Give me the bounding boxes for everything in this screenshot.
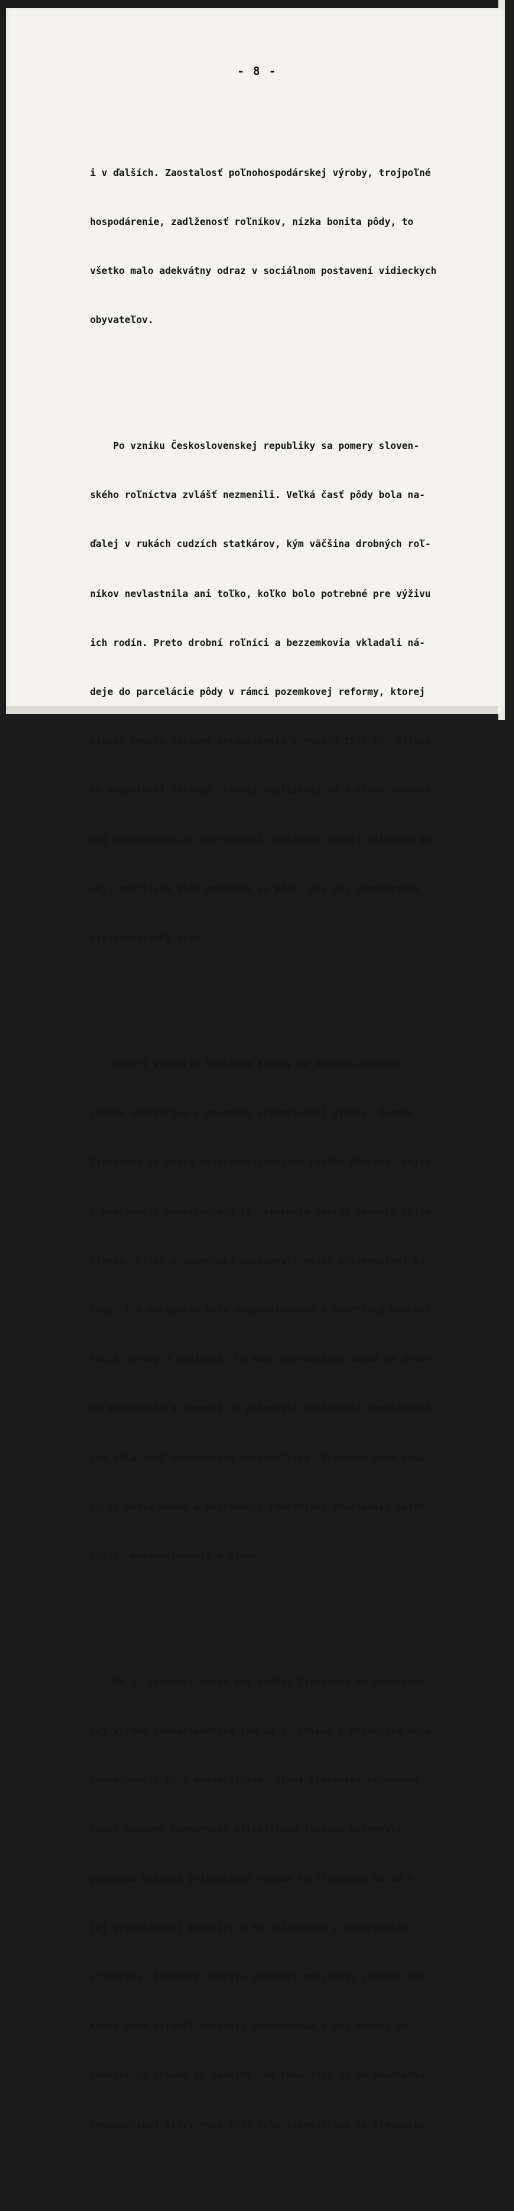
- text-line: rácia výroby a kapitálu, čo malo nepriaznivý dopad na drob-: [90, 1354, 431, 1366]
- paragraph: [90, 1642, 470, 2167]
- text-line: nej, neutíšila hlad roľníkov po pôde, ale ani nezmiernila: [90, 883, 420, 895]
- text-line: ani neuskutočnila, nepriniesli očakávané nádeje vkladané do: [90, 834, 431, 846]
- text-line: výroby. Krízy z nadvýroby narušovali vývoj priemyselnej vý-: [90, 1255, 431, 1267]
- text-line: roby. Ich dôsledkom bola nezamestnanosť a urýchlená koncent-: [90, 1304, 437, 1316]
- paragraph: [90, 406, 470, 980]
- text-line: zákony vydalo národné shromaždenie v rokoch 1919-20. Výsled-: [90, 736, 437, 748]
- body-text: [90, 100, 470, 2211]
- text-line: Slovenska sa stalo nejpriemyslovejšou časťou Uhorska, najmä: [90, 1157, 431, 1169]
- text-line: ky pozemkovej reformy, ktorej realizácia sa v plnom rozsahu: [90, 785, 431, 797]
- text-line: postupne klesala priemyslová výroba na Slovensku na 30 %: [90, 1873, 414, 1885]
- page-number: - 8 -: [237, 64, 277, 78]
- text-line: iba malá časť slovenského obyvateľstva. Pracovná doba bola: [90, 1452, 426, 1464]
- text-line: krízy, nezamestnanosť a bieda.: [90, 1550, 264, 1562]
- text-line: níkov nevlastnila ani toľko, koľko bolo potrebné pre výživu: [90, 588, 431, 600]
- paragraph: [90, 133, 470, 363]
- text-line: obyvateľov.: [90, 315, 154, 327]
- text-line: vej výrobe Československa iba 12 %, pričom v priemysle bolo: [90, 1725, 431, 1737]
- text-line: deje do parcelácie pôdy v rámci pozemkovej reformy, ktorej: [90, 687, 426, 699]
- text-line: Oproti vyspelým krajinám Európy sa Rakúsko-Uhorsko: [90, 1058, 402, 1070]
- text-line: ďalej v rukách cudzích statkárov, kým väčšina drobných roľ-: [90, 539, 431, 551]
- text-line: v posledných desaťročiach 19. storočia nastal rozmach tejto: [90, 1206, 431, 1218]
- text-line: hospodárenie, zadlženosť roľníkov, nízka bonita pôdy, to: [90, 216, 414, 228]
- text-line: vysťahovalecký prúd.: [90, 933, 206, 945]
- text-line: i v ďalších. Zaostalosť poľnohospodárskej výroby, trojpoľné: [90, 167, 431, 179]
- text-line: hospodárskej krízy roku 1934 bolo robotníctvo na Slovensku: [90, 2119, 426, 2131]
- text-line: Po 1. svetovej vojne bol podiel Slovenska na priemyslo-: [90, 1676, 431, 1688]
- paragraph: [90, 1024, 470, 1598]
- text-line: ktorý doma strácal možnosti zamestnania a bol nútený od-: [90, 2021, 414, 2033]
- text-line: zamestnaných 20 % obyvateľstva. Slabý slovenský priemysel: [90, 1775, 420, 1787]
- text-line: chádzať za prácou do cudziny. Od roku 1921 až do skončenia: [90, 2070, 426, 2082]
- text-line: né podnikanie a remeslá. V priemysle nachádzala zamestnanie: [90, 1403, 431, 1415]
- text-line: nebol schopný konkurovať silnejšiemu českému priemyslu,: [90, 1824, 408, 1836]
- text-line: Po vzniku Československej republiky sa pomery sloven-: [90, 441, 420, 453]
- text-line: všetko malo adekvátny odraz v sociálnom postavení vidieckych: [90, 266, 437, 278]
- text-line: 12-16 hodín denne a postavenie robotníkov zhoršovali časté: [90, 1501, 426, 1513]
- text-line: značne oneskorilo v rozmachu priemyselnej výroby. Územie: [90, 1108, 414, 1120]
- text-line: ského roľníctva zvlášť nezmenili. Veľká časť pôdy bola na-: [90, 490, 426, 502]
- text-line: jej predvojnovej kapacity a to znižovaním a odbúravaním: [90, 1922, 408, 1934]
- text-line: ich rodín. Preto drobní roľníci a bezzemkovia vkladali ná-: [90, 637, 426, 649]
- text-line: priemyslu. Dôsledky takejto politiky pociťoval robotný ľud,: [90, 1972, 431, 1983]
